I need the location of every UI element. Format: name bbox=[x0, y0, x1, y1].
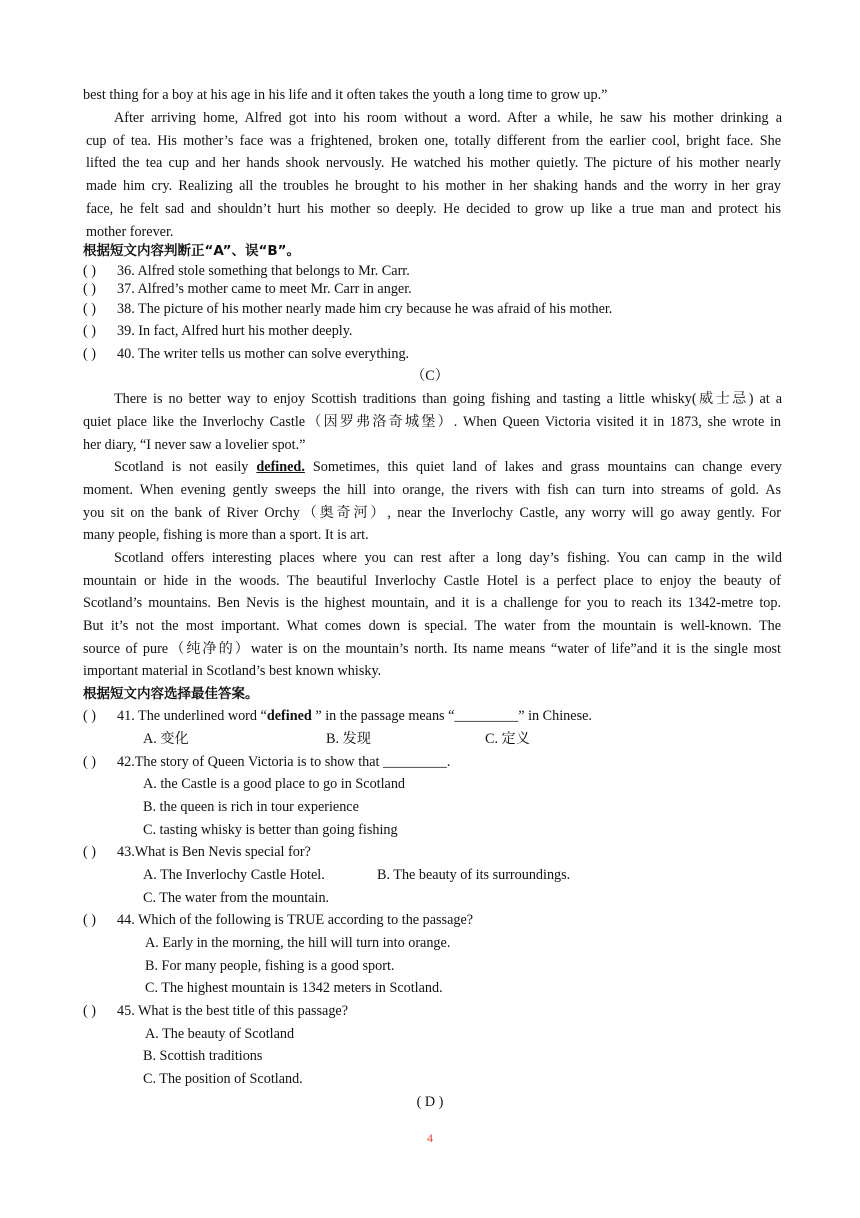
underlined-word: defined. bbox=[256, 459, 305, 475]
passage-c-line: important material in Scotland’s best known whisky. bbox=[83, 663, 382, 679]
passage-c-line: Scotland’s mountains. Ben Nevis is the highest mountain, and it is a challenge for you to reach its 1342-metre top. bbox=[83, 595, 781, 611]
q41-option-b[interactable]: B. 发现 bbox=[326, 731, 371, 747]
passage-b-line: best thing for a boy at his age in his life and it often takes the youth a long time to grow up.” bbox=[83, 87, 608, 103]
mc-question-45: ( ) 45. What is the best title of this passage? bbox=[83, 1003, 349, 1019]
section-instruction-mc: 根据短文内容选择最佳答案。 bbox=[83, 686, 259, 702]
passage-b-line: made him cry. Realizing all the troubles he brought to his mother in her shaking hands and the worry in her gray bbox=[86, 178, 781, 194]
passage-c-heading: （C） bbox=[411, 368, 449, 384]
passage-b-line: face, he felt sad and shouldn’t hurt his mother so deeply. He decided to grow up like a true man and protect his bbox=[86, 201, 781, 217]
q43-option-a[interactable]: A. The Inverlochy Castle Hotel. bbox=[143, 867, 325, 883]
passage-b-line: After arriving home, Alfred got into his room without a word. After a while, he saw his mother drinking a bbox=[114, 110, 782, 126]
passage-c-line: But it’s not the most important. What comes down is special. The water from the mountain is well-known. The bbox=[83, 618, 781, 634]
answer-blank[interactable]: ( ) bbox=[83, 346, 96, 362]
mc-question-41: ( ) 41. The underlined word “defined ” in the passage means “_________” in Chinese. bbox=[83, 708, 592, 724]
tf-question-40: ( ) 40. The writer tells us mother can solve everything. bbox=[83, 346, 410, 362]
tf-question-36: ( ) 36. Alfred stole something that belongs to Mr. Carr. bbox=[83, 263, 410, 279]
passage-c-line: her diary, “I never saw a lovelier spot.” bbox=[83, 437, 306, 453]
passage-b-line: lifted the tea cup and her hands shook nervously. He watched his mother quietly. The picture of his mother nearly bbox=[86, 155, 781, 171]
passage-c-line: Scotland offers interesting places where you can rest after a long day’s fishing. You can camp in the wild bbox=[114, 550, 782, 566]
answer-blank[interactable]: ( ) bbox=[83, 844, 96, 860]
q42-option-b[interactable]: B. the queen is rich in tour experience bbox=[143, 799, 359, 815]
mc-question-44: ( ) 44. Which of the following is TRUE according to the passage? bbox=[83, 912, 474, 928]
passage-c-line: source of pure（纯净的）water is on the mountain’s north. Its name means “water of life”and it is the single most bbox=[83, 641, 781, 657]
q45-option-b[interactable]: B. Scottish traditions bbox=[143, 1048, 263, 1064]
q43-option-c[interactable]: C. The water from the mountain. bbox=[143, 890, 330, 906]
answer-blank[interactable]: ( ) bbox=[83, 301, 96, 317]
answer-blank[interactable]: ( ) bbox=[83, 912, 96, 928]
answer-blank[interactable]: ( ) bbox=[83, 263, 96, 279]
tf-question-38: ( ) 38. The picture of his mother nearly made him cry because he was afraid of his mother. bbox=[83, 301, 613, 317]
q42-option-a[interactable]: A. the Castle is a good place to go in Scotland bbox=[143, 776, 406, 792]
answer-blank[interactable]: ( ) bbox=[83, 323, 96, 339]
passage-b-line: mother forever. bbox=[86, 224, 174, 240]
section-instruction-tf: 根据短文内容判断正“A”、误“B”。 bbox=[83, 243, 300, 259]
answer-blank[interactable]: ( ) bbox=[83, 754, 96, 770]
passage-c-line: There is no better way to enjoy Scottish traditions than going fishing and tasting a little whisky(威士忌) at a bbox=[114, 391, 782, 407]
passage-c-line: quiet place like the Inverlochy Castle（因罗弗洛奇城堡）. When Queen Victoria visited it in 1873, she wrote in bbox=[83, 414, 781, 430]
passage-b-line: cup of tea. His mother’s face was a frightened, broken one, totally different from the earlier cool, bright face. She bbox=[86, 133, 781, 149]
passage-c-line: you sit on the bank of River Orchy（奥奇河）, near the Inverlochy Castle, any worry will go away gently. For bbox=[83, 505, 781, 521]
q45-option-a[interactable]: A. The beauty of Scotland bbox=[145, 1026, 295, 1042]
answer-blank[interactable]: ( ) bbox=[83, 708, 96, 724]
answer-blank[interactable]: ( ) bbox=[83, 1003, 96, 1019]
mc-question-42: ( ) 42.The story of Queen Victoria is to show that _________. bbox=[83, 754, 451, 770]
q45-option-c[interactable]: C. The position of Scotland. bbox=[143, 1071, 303, 1087]
q43-option-b[interactable]: B. The beauty of its surroundings. bbox=[377, 867, 571, 883]
tf-question-39: ( ) 39. In fact, Alfred hurt his mother deeply. bbox=[83, 323, 353, 339]
q41-option-a[interactable]: A. 变化 bbox=[143, 731, 189, 747]
page-number: 4 bbox=[427, 1131, 433, 1145]
mc-question-43: ( ) 43.What is Ben Nevis special for? bbox=[83, 844, 311, 860]
tf-question-37: ( ) 37. Alfred’s mother came to meet Mr. Carr in anger. bbox=[83, 281, 412, 297]
q41-option-c[interactable]: C. 定义 bbox=[485, 731, 530, 747]
q44-option-c[interactable]: C. The highest mountain is 1342 meters in Scotland. bbox=[145, 980, 443, 996]
q44-option-a[interactable]: A. Early in the morning, the hill will turn into orange. bbox=[145, 935, 451, 951]
passage-c-line: many people, fishing is more than a sport. It is art. bbox=[83, 527, 369, 543]
passage-c-line: Scotland is not easily defined. Sometimes, this quiet land of lakes and grass mountains can change every bbox=[114, 459, 782, 475]
q44-option-b[interactable]: B. For many people, fishing is a good sport. bbox=[145, 958, 395, 974]
answer-blank[interactable]: ( ) bbox=[83, 281, 96, 297]
q42-option-c[interactable]: C. tasting whisky is better than going fishing bbox=[143, 822, 398, 838]
passage-c-line: mountain or hide in the woods. The beautiful Inverlochy Castle Hotel is a perfect place to enjoy the beauty of bbox=[83, 573, 781, 589]
passage-d-heading: ( D ) bbox=[416, 1094, 444, 1110]
passage-c-line: moment. When evening gently sweeps the hill into orange, the rivers with fish can turn into streams of gold. As bbox=[83, 482, 781, 498]
